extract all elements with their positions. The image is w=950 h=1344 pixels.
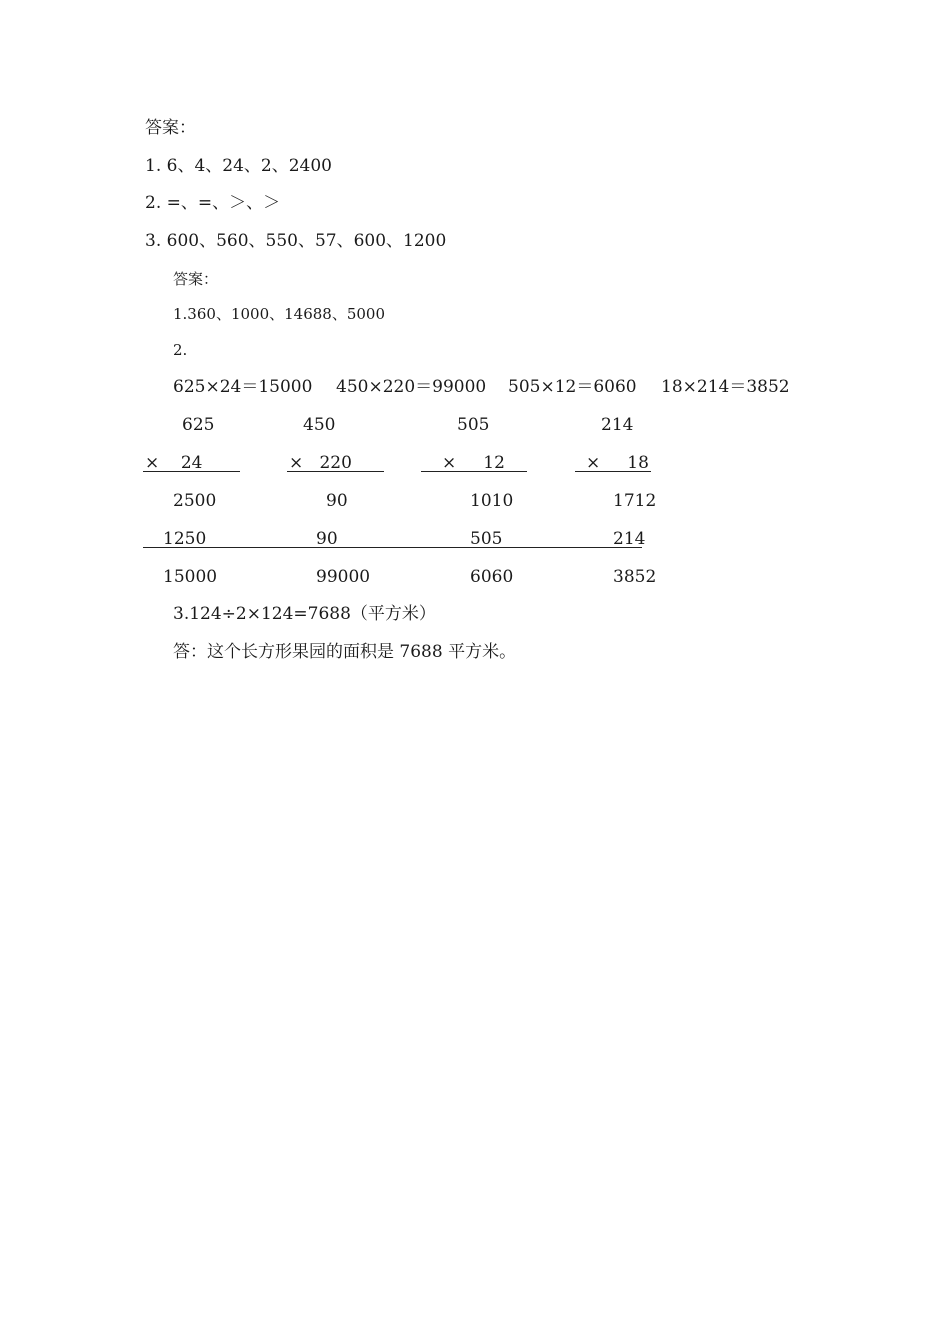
section1-item-1: 1. 6、4、24、2、2400 [145, 156, 332, 176]
section2-item-3: 3.124÷2×124=7688（平方米） [173, 604, 436, 624]
section2-item-1: 1.360、1000、14688、5000 [173, 305, 386, 323]
vertical-4-partial-2: 214 [613, 529, 646, 549]
vertical-3-partial-1: 1010 [470, 491, 514, 511]
vertical-3-multiplier: × 12 [442, 453, 505, 473]
vertical-1-result: 15000 [163, 567, 218, 587]
vertical-2-underline [287, 471, 384, 472]
vertical-1-partial-1: 2500 [173, 491, 217, 511]
vertical-4-multiplier: × 18 [586, 453, 649, 473]
final-answer: 答：这个长方形果园的面积是 7688 平方米。 [173, 642, 517, 662]
vertical-2-multiplier: × 220 [289, 453, 352, 473]
equation-4: 18×214＝3852 [661, 377, 790, 397]
vertical-1-underline [143, 471, 240, 472]
section2-item-2-label: 2. [173, 341, 188, 359]
section1-heading: 答案： [145, 118, 196, 138]
vertical-2-partial-2: 90 [316, 529, 338, 549]
sum-line [143, 547, 642, 548]
vertical-4-top: 214 [601, 415, 634, 435]
equation-2: 450×220＝99000 [336, 377, 487, 397]
vertical-3-underline [421, 471, 527, 472]
vertical-3-top: 505 [457, 415, 490, 435]
section1-item-3: 3. 600、560、550、57、600、1200 [145, 231, 447, 251]
vertical-2-result: 99000 [316, 567, 371, 587]
vertical-1-multiplier: × 24 [145, 453, 203, 473]
section2-heading: 答案： [173, 270, 219, 288]
vertical-3-result: 6060 [470, 567, 514, 587]
vertical-2-top: 450 [303, 415, 336, 435]
vertical-4-result: 3852 [613, 567, 657, 587]
vertical-2-partial-1: 90 [326, 491, 348, 511]
vertical-3-partial-2: 505 [470, 529, 503, 549]
vertical-4-partial-1: 1712 [613, 491, 657, 511]
equation-3: 505×12＝6060 [508, 377, 637, 397]
vertical-1-partial-2: 1250 [163, 529, 207, 549]
section1-item-2: 2. =、=、＞、＞ [145, 193, 281, 213]
equation-1: 625×24＝15000 [173, 377, 313, 397]
vertical-4-underline [575, 471, 651, 472]
vertical-1-top: 625 [182, 415, 215, 435]
